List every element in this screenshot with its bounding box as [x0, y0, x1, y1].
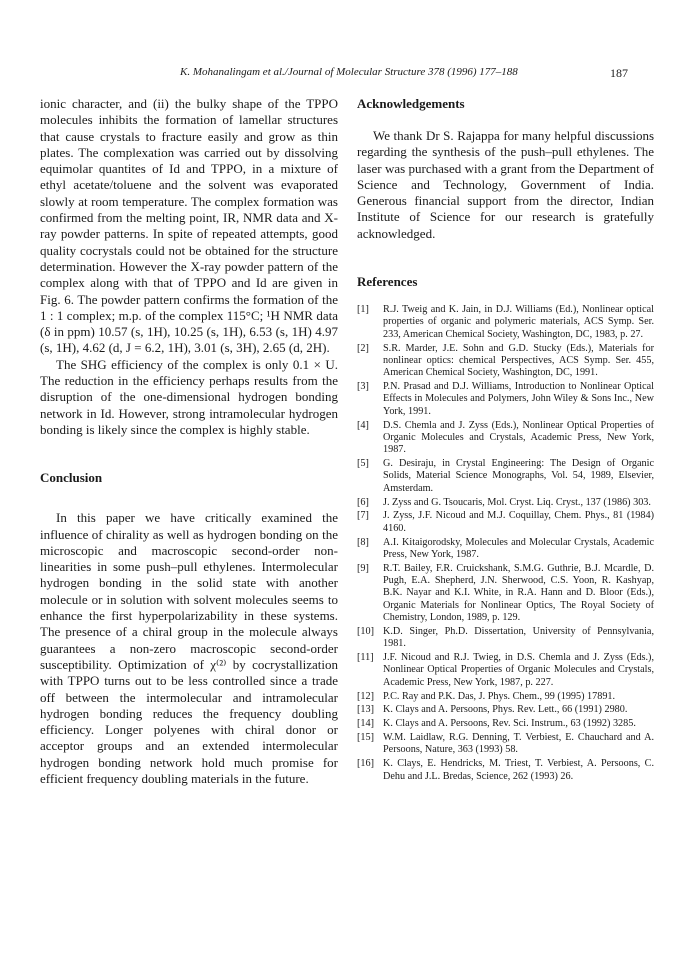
- reference-item: [357, 343, 654, 380]
- reference-item: [357, 563, 654, 624]
- reference-number: [2]: [357, 342, 369, 354]
- reference-item: [357, 381, 654, 418]
- reference-text: K. Clays and A. Persoons, Rev. Sci. Instrum., 63 (1992) 3285.: [383, 718, 636, 730]
- reference-number: [3]: [357, 381, 369, 393]
- reference-item: [357, 497, 654, 509]
- reference-item: [357, 732, 654, 757]
- reference-item: [357, 652, 654, 689]
- reference-item: [357, 458, 654, 495]
- reference-item: [357, 420, 654, 457]
- reference-item: [357, 718, 654, 730]
- reference-text: J. Zyss, J.F. Nicoud and M.J. Coquillay, Chem. Phys., 81 (1984) 4160.: [383, 510, 654, 534]
- acknowledgements-heading: Acknowledgements: [357, 96, 465, 111]
- references-heading: References: [357, 274, 418, 290]
- reference-number: [6]: [357, 496, 369, 508]
- reference-text: J. Zyss and G. Tsoucaris, Mol. Cryst. Liq. Cryst., 137 (1986) 303.: [383, 496, 651, 508]
- reference-text: R.J. Tweig and K. Jain, in D.J. Williams (Ed.), Nonlinear optical properties of organic and polymeric materials, ACS Symp. Ser. 233, American Chemical Society, Washington, DC, 1983, p. 27.: [383, 304, 654, 340]
- running-head: K. Mohanalingam et al./Journal of Molecular Structure 378 (1996) 177–188: [180, 66, 518, 78]
- reference-text: P.C. Ray and P.K. Das, J. Phys. Chem., 99 (1995) 17891.: [383, 690, 616, 702]
- reference-item: [357, 704, 654, 716]
- reference-text: K. Clays, E. Hendricks, M. Triest, T. Verbiest, A. Persoons, C. Dehu and J.L. Bredas, Science, 262 (1993) 26.: [383, 758, 654, 782]
- reference-text: K. Clays and A. Persoons, Phys. Rev. Lett., 66 (1991) 2980.: [383, 704, 628, 716]
- body-paragraph-shg: The SHG efficiency of the complex is only 0.1 × U. The reduction in the efficiency perhaps results from the disruption of the one-dimensional hydrogen bonding network in Id. However, strong intramolecular hydrogen bonding is likely since the complex is highly stable.: [40, 356, 338, 437]
- left-column: [40, 96, 338, 787]
- reference-item: [357, 758, 654, 783]
- reference-text: A.I. Kitaigorodsky, Molecules and Molecular Crystals, Academic Press, New York, 1987.: [383, 536, 654, 560]
- reference-text: R.T. Bailey, F.R. Cruickshank, S.M.G. Guthrie, B.J. Mcardle, D. Pugh, E.A. Shepherd, J.N. Sherwood, C.S. Yoon, R. Kashyap, B.K. Nayar and K.I. White, in R.A. Hann and D. Bloor (Eds.), Organic Materials for Nonlinear Optics, The Royal Society of Chemistry, London, 1989, p. 129.: [383, 562, 654, 623]
- reference-number: [14]: [357, 718, 374, 730]
- reference-item: [357, 691, 654, 703]
- reference-text: W.M. Laidlaw, R.G. Denning, T. Verbiest, E. Chauchard and A. Persoons, Nature, 363 (1993) 58.: [383, 732, 654, 756]
- reference-number: [5]: [357, 458, 369, 470]
- reference-number: [9]: [357, 562, 369, 574]
- reference-number: [7]: [357, 510, 369, 522]
- reference-number: [15]: [357, 732, 374, 744]
- reference-item: [357, 626, 654, 651]
- page-number: 187: [610, 66, 628, 80]
- acknowledgements-paragraph: We thank Dr S. Rajappa for many helpful discussions regarding the synthesis of the push–pull ethylenes. The laser was purchased with a grant from the Department of Science and Technology, Government of India. Generous financial support from the director, Indian Institute of Science for our research is gratefully acknowledged.: [357, 128, 654, 241]
- reference-text: P.N. Prasad and D.J. Williams, Introduction to Nonlinear Optical Effects in Molecules and Polymers, John Wiley & Sons Inc., New York, 1991.: [383, 381, 654, 417]
- reference-text: G. Desiraju, in Crystal Engineering: The Design of Organic Solids, Material Science Monographs, Vol. 54, 1989, Elsevier, Amsterdam.: [383, 458, 654, 494]
- reference-number: [12]: [357, 690, 374, 702]
- reference-list: [357, 304, 654, 783]
- reference-item: [357, 510, 654, 535]
- reference-number: [16]: [357, 758, 374, 770]
- reference-text: J.F. Nicoud and R.J. Twieg, in D.S. Chemla and J. Zyss (Eds.), Nonlinear Optical Properties of Organic Molecules and Crystals, Academic Press, New York, 1987, p. 227.: [383, 652, 654, 688]
- reference-number: [11]: [357, 652, 374, 664]
- reference-number: [10]: [357, 625, 374, 637]
- reference-number: [8]: [357, 536, 369, 548]
- running-header: [180, 66, 628, 78]
- reference-number: [4]: [357, 419, 369, 431]
- right-column: [357, 96, 654, 785]
- reference-number: [13]: [357, 704, 374, 716]
- conclusion-heading: Conclusion: [40, 470, 103, 486]
- reference-item: [357, 537, 654, 562]
- conclusion-paragraph: In this paper we have critically examined the influence of chirality as well as hydrogen bonding on the microscopic and macroscopic second-order non-linearities in some push–pull ethylenes. Intermolecular hydrogen bonding in the solid state with another molecule or in solution with solvent molecules seems to enhance the first hyperpolarizability in these systems. The presence of a chiral group in the molecule always guarantees a non-zero macroscopic second-order susceptibility. Optimization of χ⁽²⁾ by cocrystallization with TPPO turns out to be less controlled since a trade off between the intermolecular and intramolecular hydrogen bonding reduces the frequency doubling efficiency. Longer polyenes with chiral donor or acceptor groups and an extended intermolecular hydrogen bonding network hold much promise for efficient frequency doubling materials in the future.: [40, 510, 338, 786]
- reference-item: [357, 304, 654, 341]
- reference-text: S.R. Marder, J.E. Sohn and G.D. Stucky (Eds.), Materials for nonlinear optics: chemical Perspectives, ACS Symp. Ser. 455, American Chemical Society, Washington, DC, 1991.: [383, 342, 654, 379]
- reference-text: D.S. Chemla and J. Zyss (Eds.), Nonlinear Optical Properties of Organic Molecules and Crystals, Academic Press, New York, 1987.: [383, 419, 654, 456]
- body-paragraph-complexation: ionic character, and (ii) the bulky shape of the TPPO molecules inhibits the formation of lamellar structures that cause crystals to fracture easily and grow as thin plates. The complexation was carried out by dissolving equimolar quantites of Id and TPPO, in a mixture of ethyl acetate/toluene and the solvent was evaporated slowly at room temperature. The complex formation was confirmed from the melting point, IR, NMR data and X-ray powder patterns. In spite of repeated attempts, good quality cocrystals could not be obtained for the structure determination. However the X-ray powder pattern of the complex along with that of TPPO and Id are given in Fig. 6. The powder pattern confirms the formation of the 1 : 1 complex; m.p. of the complex 115°C; ¹H NMR data (δ in ppm) 10.57 (s, 1H), 10.25 (s, 1H), 6.53 (s, 1H) 4.97 (s, 1H), 4.62 (d, J = 6.2, 1H), 3.01 (s, 3H), 2.65 (d, 2H).: [40, 96, 338, 356]
- reference-text: K.D. Singer, Ph.D. Dissertation, University of Pennsylvania, 1981.: [383, 625, 654, 650]
- reference-number: [1]: [357, 304, 369, 316]
